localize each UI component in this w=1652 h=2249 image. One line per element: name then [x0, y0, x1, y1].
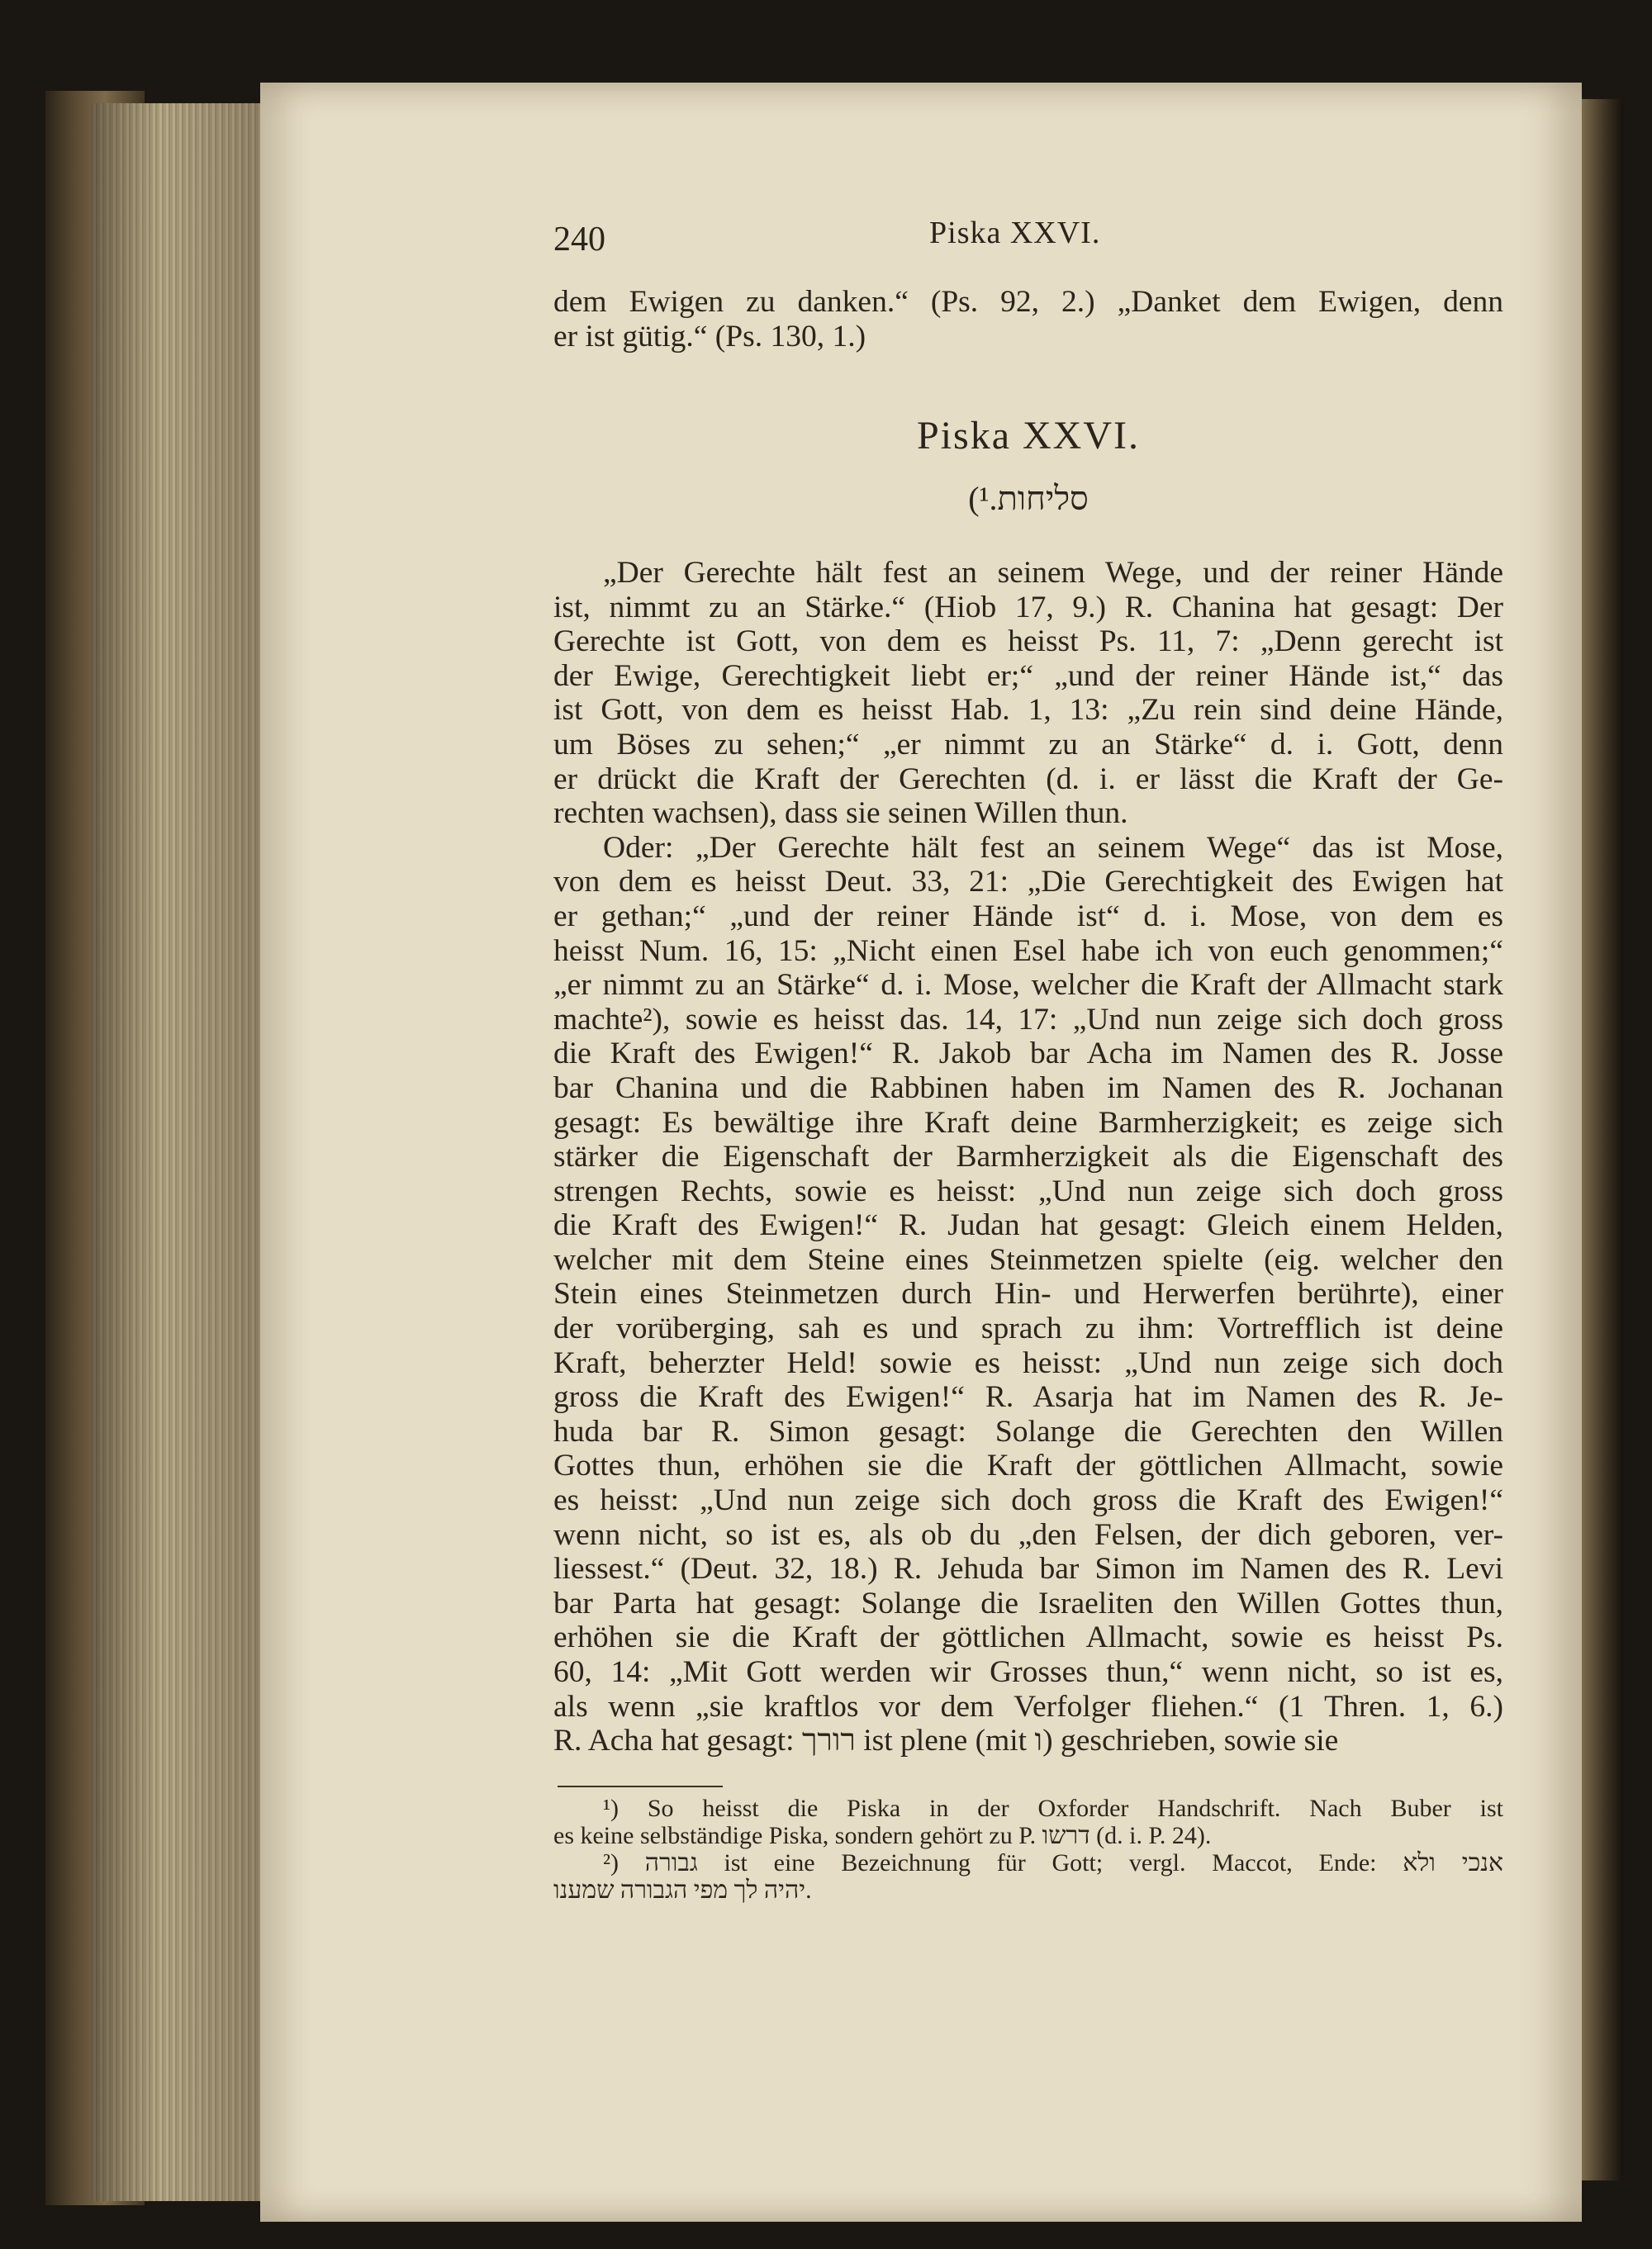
body-line: welcher mit dem Steine eines Steinmetzen spielte (eig. welcher den [553, 1242, 1503, 1277]
body-line: als wenn „sie kraftlos vor dem Verfolger fliehen.“ (1 Thren. 1, 6.) [553, 1689, 1503, 1724]
body-line: um Böses zu sehen;“ „er nimmt zu an Stärke“ d. i. Gott, denn [553, 727, 1503, 762]
section-heading: Piska XXVI. [917, 414, 1140, 458]
body-line: der vorüberging, sah es und sprach zu ihm: Vortrefflich ist deine [553, 1312, 1503, 1346]
body-line: 60, 14: „Mit Gott werden wir Grosses thun,“ wenn nicht, so ist es, [553, 1655, 1503, 1689]
body-line: stärker die Eigenschaft der Barmherzigkeit als die Eigenschaft des [553, 1140, 1503, 1174]
body-line: „er nimmt zu an Stärke“ d. i. Mose, welcher die Kraft der Allmacht stark [553, 968, 1503, 1003]
body-line: bar Chanina und die Rabbinen haben im Namen des R. Jochanan [553, 1070, 1503, 1105]
body-line: es heisst: „Und nun zeige sich doch gross die Kraft des Ewigen!“ [553, 1483, 1503, 1518]
body-line: die Kraft des Ewigen!“ R. Jakob bar Acha im Namen des R. Josse [553, 1037, 1503, 1071]
page-number: 240 [553, 221, 605, 259]
body-line: Oder: „Der Gerechte hält fest an seinem Wege“ das ist Mose, [603, 830, 1503, 865]
footnote-divider [558, 1786, 723, 1787]
footnote-line: es keine selbständige Piska, sondern gehört zu P. דרשו (d. i. P. 24). [553, 1822, 1212, 1849]
intro-text [553, 285, 1503, 353]
body-line: Kraft, beherzter Held! sowie es heisst: „Und nun zeige sich doch [553, 1345, 1503, 1380]
footnote-line: יהיה לך מפי הגבורה שמענו. [553, 1877, 812, 1904]
section-subheading: סליחות.¹) [968, 480, 1089, 517]
footnote-line: ²) גבורה ist eine Bezeichnung für Gott; vergl. Maccot, Ende: אנכי ולא [603, 1849, 1503, 1877]
body-line: erhöhen sie die Kraft der göttlichen Allmacht, sowie es heisst Ps. [553, 1620, 1503, 1655]
body-line: der Ewige, Gerechtigkeit liebt er;“ „und der reiner Hände ist,“ das [553, 658, 1503, 693]
body-line: ist, nimmt zu an Stärke.“ (Hiob 17, 9.) R. Chanina hat gesagt: Der [553, 590, 1503, 624]
page-header [553, 215, 1503, 264]
body-line: wenn nicht, so ist es, als ob du „den Felsen, der dich geboren, ver- [553, 1517, 1503, 1552]
body-line: von dem es heisst Deut. 33, 21: „Die Gerechtigkeit des Ewigen hat [553, 865, 1503, 899]
body-line: „Der Gerechte hält fest an seinem Wege, und der reiner Hände [603, 556, 1503, 590]
body-line: er gethan;“ „und der reiner Hände ist“ d. i. Mose, von dem es [553, 899, 1503, 933]
intro-line: dem Ewigen zu danken.“ (Ps. 92, 2.) „Danket dem Ewigen, denn [553, 285, 1503, 319]
body-text [553, 556, 1503, 1758]
intro-line: er ist gütig.“ (Ps. 130, 1.) [553, 319, 866, 353]
body-line: er drückt die Kraft der Gerechten (d. i. er lässt die Kraft der Ge- [553, 762, 1503, 796]
body-line: liessest.“ (Deut. 32, 18.) R. Jehuda bar Simon im Namen des R. Levi [553, 1552, 1503, 1587]
body-line: die Kraft des Ewigen!“ R. Judan hat gesagt: Gleich einem Helden, [553, 1208, 1503, 1243]
body-line: bar Parta hat gesagt: Solange die Israeliten den Willen Gottes thun, [553, 1586, 1503, 1620]
body-line: Stein eines Steinmetzen durch Hin- und Herwerfen berührte), einer [553, 1277, 1503, 1312]
body-line: heisst Num. 16, 15: „Nicht einen Esel habe ich von euch genommen;“ [553, 933, 1503, 968]
body-line: gesagt: Es bewältige ihre Kraft deine Barmherzigkeit; es zeige sich [553, 1105, 1503, 1140]
body-line: strengen Rechts, sowie es heisst: „Und nun zeige sich doch gross [553, 1174, 1503, 1208]
book-binding-right [1582, 99, 1623, 2180]
body-line: huda bar R. Simon gesagt: Solange die Gerechten den Willen [553, 1414, 1503, 1449]
body-line: R. Acha hat gesagt: רורך ist plene (mit ו) geschrieben, sowie sie [553, 1724, 1339, 1758]
body-line: rechten wachsen), dass sie seinen Willen thun. [553, 796, 1128, 831]
body-line: ist Gott, von dem es heisst Hab. 1, 13: „Zu rein sind deine Hände, [553, 693, 1503, 728]
body-line: machte²), sowie es heisst das. 14, 17: „Und nun zeige sich doch gross [553, 1002, 1503, 1037]
body-line: gross die Kraft des Ewigen!“ R. Asarja hat im Namen des R. Je- [553, 1380, 1503, 1415]
body-line: Gerechte ist Gott, von dem es heisst Ps. 11, 7: „Denn gerecht ist [553, 624, 1503, 659]
footnote-line: ¹) So heisst die Piska in der Oxforder Handschrift. Nach Buber ist [603, 1795, 1503, 1822]
footnotes [553, 1795, 1503, 1904]
running-title: Piska XXVI. [929, 216, 1101, 250]
fore-edge-shadow [91, 103, 264, 2201]
body-line: Gottes thun, erhöhen sie die Kraft der göttlichen Allmacht, sowie [553, 1449, 1503, 1483]
